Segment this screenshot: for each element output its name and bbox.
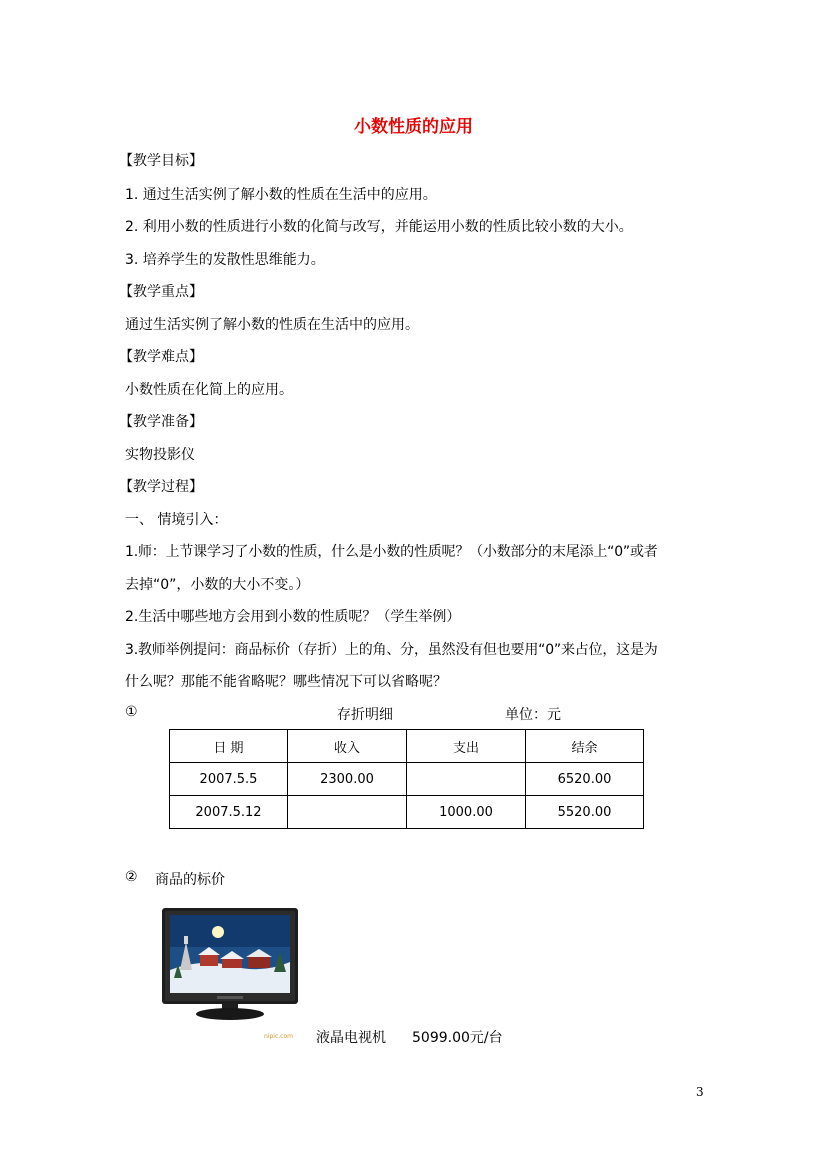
table-cell: 6520.00	[526, 763, 644, 796]
goals-heading: 【教学目标】	[119, 153, 203, 169]
table-header-row	[170, 730, 644, 763]
difficult-heading: 【教学难点】	[119, 349, 203, 365]
paragraph-2: 2.生活中哪些地方会用到小数的性质呢？（学生举例）	[125, 609, 461, 625]
image-watermark: nipic.com	[264, 1033, 293, 1040]
table-cell: 5520.00	[526, 796, 644, 829]
process-heading: 【教学过程】	[119, 479, 203, 495]
goal-item: 2. 利用小数的性质进行小数的化简与改写，并能运用小数的性质比较小数的大小。	[125, 219, 633, 235]
ledger-marker: ①	[125, 704, 138, 720]
column-header: 结余	[526, 730, 644, 763]
goods-title: 商品的标价	[155, 872, 225, 888]
prep-heading: 【教学准备】	[119, 414, 203, 430]
page-number: 3	[696, 1085, 704, 1099]
prep-text: 实物投影仪	[125, 447, 195, 463]
item-price: 5099.00元/台	[412, 1030, 503, 1046]
paragraph-3: 3.教师举例提问：商品标价（存折）上的角、分，虽然没有但也要用“0”来占位，这是为	[125, 642, 658, 658]
ledger-unit: 单位：元	[505, 707, 561, 723]
difficult-text: 小数性质在化简上的应用。	[125, 382, 293, 398]
table-cell: 1000.00	[407, 796, 526, 829]
page-title: 小数性质的应用	[354, 117, 473, 137]
paragraph-1-cont: 去掉“0”，小数的大小不变。）	[125, 577, 310, 593]
paragraph-3-cont: 什么呢？那能不能省略呢？哪些情况下可以省略呢？	[125, 674, 447, 690]
item-name: 液晶电视机	[316, 1030, 386, 1046]
goal-item: 3. 培养学生的发散性思维能力。	[125, 252, 325, 268]
paragraph-1: 1.师：上节课学习了小数的性质，什么是小数的性质呢？（小数部分的末尾添上“0”或者	[125, 544, 658, 560]
table-cell: 2007.5.5	[170, 763, 288, 796]
goal-item: 1. 通过生活实例了解小数的性质在生活中的应用。	[125, 187, 437, 203]
ledger-table	[169, 729, 644, 829]
column-header: 日 期	[170, 730, 288, 763]
table-row	[170, 763, 644, 796]
table-cell	[288, 796, 407, 829]
ledger-title: 存折明细	[337, 707, 393, 723]
table-cell	[407, 763, 526, 796]
intro-heading: 一、 情境引入：	[125, 512, 228, 528]
table-cell: 2300.00	[288, 763, 407, 796]
table-row	[170, 796, 644, 829]
column-header: 支出	[407, 730, 526, 763]
goods-marker: ②	[125, 869, 138, 885]
lcd-tv-image	[162, 908, 298, 1024]
key-heading: 【教学重点】	[119, 284, 203, 300]
column-header: 收入	[288, 730, 407, 763]
key-text: 通过生活实例了解小数的性质在生活中的应用。	[125, 317, 419, 333]
table-cell: 2007.5.12	[170, 796, 288, 829]
